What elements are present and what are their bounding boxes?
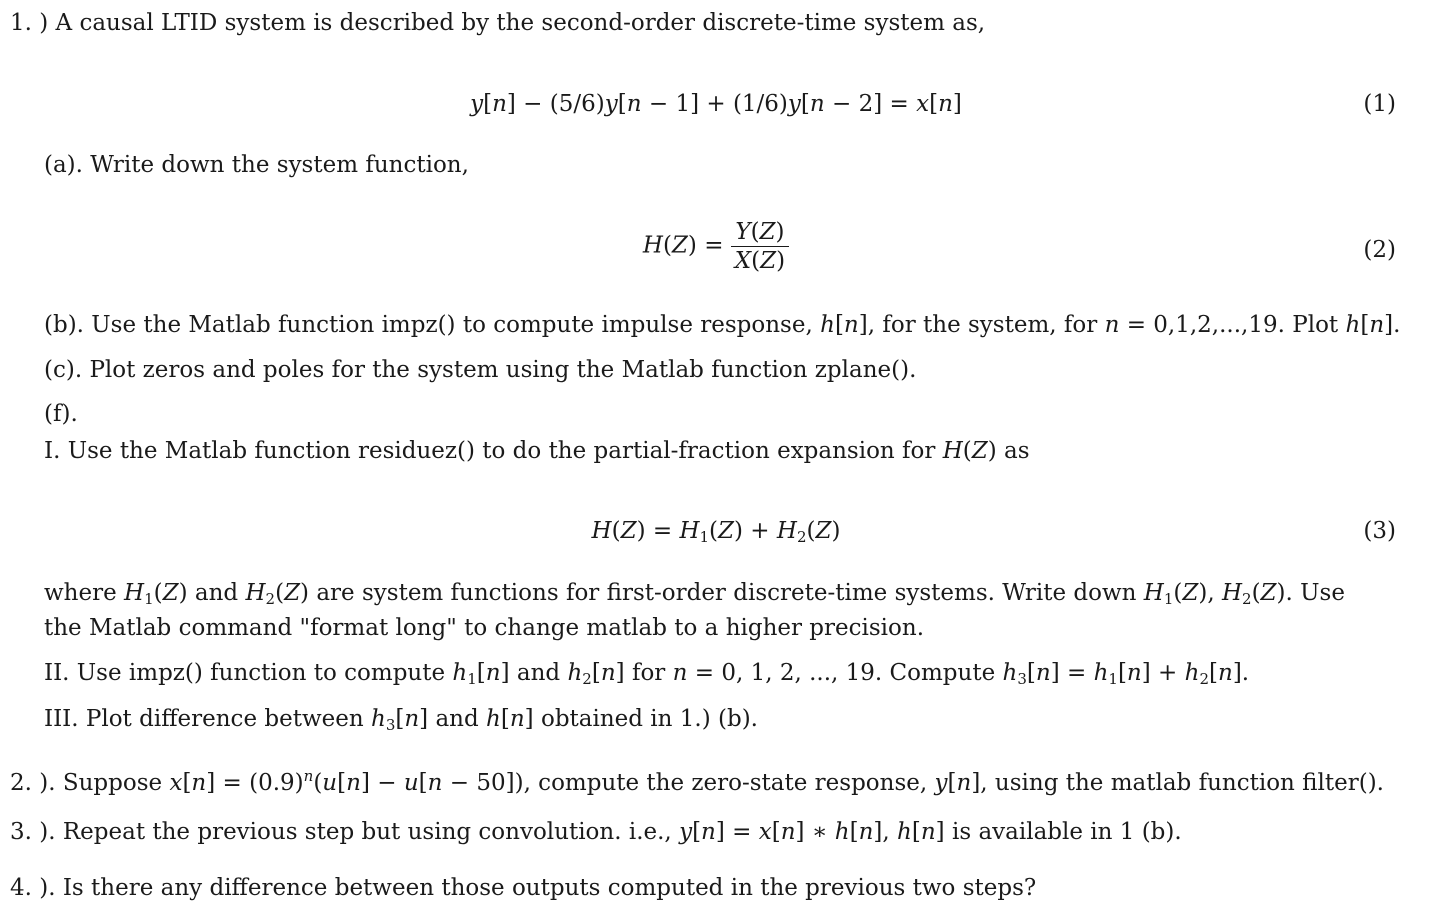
q3-prefix: 3. ). Repeat the previous step but using convolution. i.e., [10, 819, 672, 845]
question-4: 4. ). Is there any difference between those outputs computed in the previous two steps? [10, 875, 1037, 901]
where-and: and [194, 580, 239, 606]
equation-3-number: (3) [1363, 518, 1396, 544]
equation-3: $H(Z) = H_1(Z) + H_2(Z)$ [591, 518, 841, 546]
format-line: the Matlab command "format long" to change matlab to a higher precision. [44, 615, 925, 641]
question-2: 2. ). Suppose $x[n] = (0.9)^n(u[n] - u[n - 50])$, compute the zero-state response, y[n], using the matlab function filter(). [10, 767, 1384, 796]
equation-2: H(Z) = $\frac{Y(Z)}{X(Z)}$ [0, 218, 1432, 275]
q2-end: , using the matlab function filter(). [980, 770, 1384, 796]
question-3: 3. ). Repeat the previous step but using convolution. i.e., y[n] = x[n] ∗ h[n], h[n] is available in 1 (b). [10, 819, 1182, 845]
part-III: III. Plot difference between $h_3[n]$ and h[n] obtained in 1.) (b). [44, 706, 758, 734]
equation-1-number: (1) [1363, 91, 1396, 117]
part-f-I: I. Use the Matlab function residuez() to do the partial-fraction expansion for H(Z) as [44, 438, 1030, 464]
part-b: (b). Use the Matlab function impz() to compute impulse response, h[n], for the system, for n = 0,1,2,...,19. Plot h[n]. [44, 312, 1401, 338]
fraction: $\frac{Y(Z)}{X(Z)}$ [731, 218, 789, 275]
q3-suffix: is available in 1 (b). [951, 819, 1182, 845]
part-II-prefix: II. Use impz() function to compute [44, 660, 446, 686]
where-rest: are system functions for first-order discrete-time systems. Write down [316, 580, 1137, 606]
part-b-mid: , for the system, for [867, 312, 1098, 338]
part-II-for: for [631, 660, 666, 686]
part-b-prefix: (b). Use the Matlab function impz() to compute impulse response, [44, 312, 813, 338]
part-b-range: = 0,1,2,...,19. Plot [1126, 312, 1339, 338]
part-II-and: and [516, 660, 561, 686]
part-c: (c). Plot zeros and poles for the system using the Matlab function zplane(). [44, 357, 917, 383]
part-a: (a). Write down the system function, [44, 152, 469, 178]
part-III-and: and [435, 706, 479, 732]
part-III-prefix: III. Plot difference between [44, 706, 364, 732]
equation-2-number: (2) [1363, 237, 1396, 263]
where-word: where [44, 580, 117, 606]
q2-prefix: 2. ). Suppose [10, 770, 163, 796]
part-f: (f). [44, 401, 78, 427]
part-III-suffix: obtained in 1.) (b). [540, 706, 758, 732]
question-1-intro: 1. ) A causal LTID system is described by the second-order discrete-time system as, [10, 10, 986, 36]
q2-suffix: , compute the zero-state response, [523, 770, 928, 796]
part-II-range: = 0, 1, 2, ..., 19. Compute [694, 660, 996, 686]
where-line: where $H_1(Z)$ and $H_2(Z)$ are system functions for first-order discrete-time systems. Write down $H_1(Z)$, $H_2(Z)$. Use [44, 580, 1345, 608]
equation-1: y[n] − (5/6)y[n − 1] + (1/6)y[n − 2] = x[n] [470, 91, 962, 117]
part-f-I-suffix: as [1004, 438, 1030, 464]
part-II: II. Use impz() function to compute $h_1[n]$ and $h_2[n]$ for n = 0, 1, 2, ..., 19. Compute $h_3[n] = h_1[n] + h_2[n]$. [44, 660, 1250, 688]
part-f-I-prefix: I. Use the Matlab function residuez() to do the partial-fraction expansion for [44, 438, 936, 464]
where-use: . Use [1285, 580, 1345, 606]
